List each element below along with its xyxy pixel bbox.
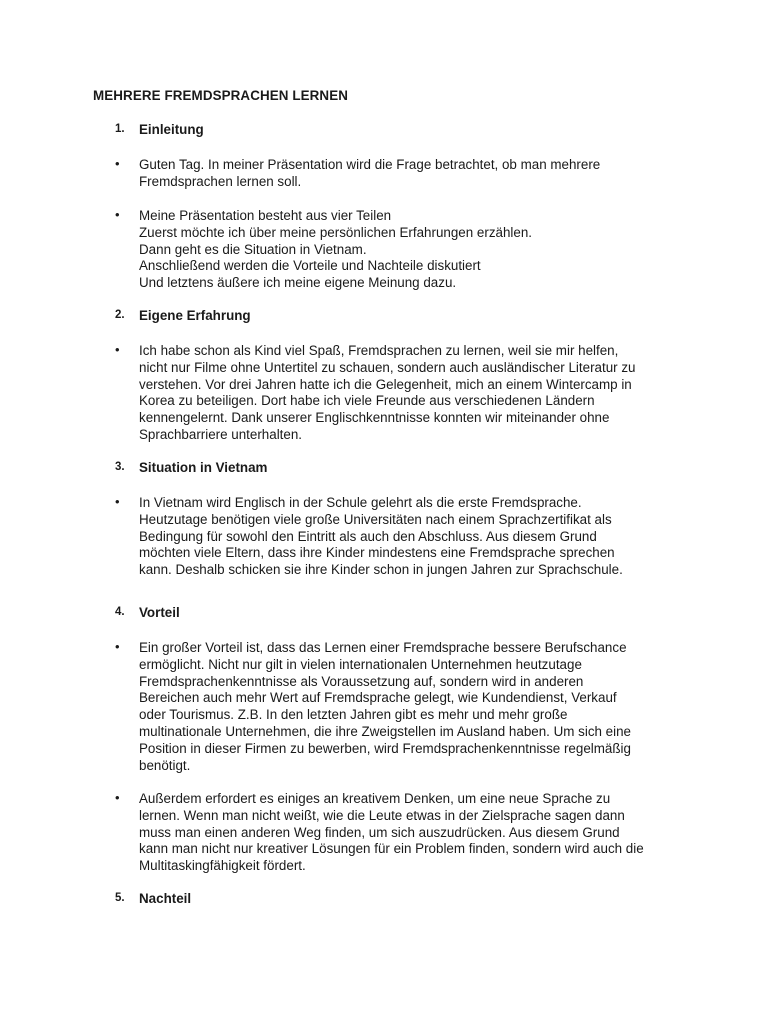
text-line: möchten viele Eltern, dass ihre Kinder mindestens eine Fremdsprache sprechen <box>139 545 615 561</box>
text-line: kennengelernt. Dank unserer Englischkenntnisse konnten wir miteinander ohne <box>139 410 610 426</box>
text-line: muss man einen anderen Weg finden, um sich auszudrücken. Aus diesem Grund <box>139 824 620 840</box>
text-line: Bereichen auch mehr Wert auf Fremdsprache gelegt, wie Kundendienst, Verkauf <box>139 690 617 706</box>
text-line: nicht nur Filme ohne Untertitel zu schauen, sondern auch ausländischer Literatur zu <box>139 359 636 375</box>
paragraph-text <box>139 343 684 444</box>
text-line: Guten Tag. In meiner Präsentation wird die Frage betrachtet, ob man mehrere <box>139 157 601 172</box>
text-line: oder Tourismus. Z.B. In den letzten Jahren gibt es mehr und mehr große <box>139 707 568 723</box>
text-line: ermöglicht. Nicht nur gilt in vielen internationalen Unternehmen heutzutage <box>139 656 582 672</box>
paragraph-text <box>139 208 684 292</box>
text-line: Anschließend werden die Vorteile und Nachteile diskutiert <box>139 258 481 274</box>
text-line: Bedingung für sowohl den Eintritt als auch den Abschluss. Aus diesem Grund <box>139 528 597 544</box>
text-line: Sprachbarriere unterhalten. <box>139 426 303 442</box>
section-number: 1. <box>115 123 125 135</box>
text-line: benötigt. <box>139 757 191 773</box>
section-title: Einleitung <box>139 122 204 137</box>
text-line: Heutzutage benötigen viele große Universitäten nach einem Sprachzertifikat als <box>139 511 612 527</box>
bullet-icon: • <box>115 494 120 509</box>
section-number: 5. <box>115 892 125 904</box>
section-number: 4. <box>115 606 125 618</box>
text-line: multinationale Unternehmen, die ihre Zweigstellen im Ausland haben. Um sich eine <box>139 723 632 739</box>
text-line: Außerdem erfordert es einiges an kreativem Denken, um eine neue Sprache zu <box>139 791 611 806</box>
text-line: lernen. Wenn man nicht weißt, wie die Leute etwas in der Zielsprache sagen dann <box>139 807 625 823</box>
text-line: verstehen. Vor drei Jahren hatte ich die Gelegenheit, mich an einem Wintercamp in <box>139 376 632 392</box>
section-title: Nachteil <box>139 891 192 906</box>
text-line: Korea zu beteiligen. Dort habe ich viele Freunde aus verschiedenen Ländern <box>139 393 595 409</box>
section-number: 2. <box>115 309 125 321</box>
text-line: Multitaskingfähigkeit fördert. <box>139 858 306 874</box>
section-title: Vorteil <box>139 605 180 620</box>
section-number: 3. <box>115 461 125 473</box>
text-line: Ich habe schon als Kind viel Spaß, Fremdsprachen zu lernen, weil sie mir helfen, <box>139 343 619 358</box>
paragraph-text <box>139 495 684 579</box>
paragraph-text <box>139 640 684 774</box>
text-line: Meine Präsentation besteht aus vier Teilen <box>139 208 392 223</box>
text-line: kann man nicht nur kreativer Lösungen für ein Problem finden, sondern wird auch die <box>139 841 644 857</box>
bullet-icon: • <box>115 207 120 222</box>
text-line: Fremdsprachenkenntnisse als Voraussetzung auf, sondern wird in anderen <box>139 673 584 689</box>
paragraph-text <box>139 157 684 191</box>
bullet-icon: • <box>115 156 120 171</box>
text-line: Und letztens äußere ich meine eigene Meinung dazu. <box>139 275 457 291</box>
section-title: Situation in Vietnam <box>139 460 268 475</box>
text-line: Dann geht es die Situation in Vietnam. <box>139 241 367 257</box>
text-line: Position in dieser Firmen zu bewerben, wird Fremdsprachenkenntnisse regelmäßig <box>139 740 631 756</box>
section-title: Eigene Erfahrung <box>139 308 251 323</box>
text-line: In Vietnam wird Englisch in der Schule gelehrt als die erste Fremdsprache. <box>139 495 582 510</box>
document-title: MEHRERE FREMDSPRACHEN LERNEN <box>93 88 349 103</box>
text-line: Zuerst möchte ich über meine persönlichen Erfahrungen erzählen. <box>139 224 533 240</box>
paragraph-text <box>139 791 684 875</box>
bullet-icon: • <box>115 342 120 357</box>
text-line: Fremdsprachen lernen soll. <box>139 173 302 189</box>
text-line: kann. Deshalb schicken sie ihre Kinder schon in jungen Jahren zur Sprachschule. <box>139 562 623 578</box>
bullet-icon: • <box>115 639 120 654</box>
bullet-icon: • <box>115 790 120 805</box>
text-line: Ein großer Vorteil ist, dass das Lernen einer Fremdsprache bessere Berufschance <box>139 640 627 655</box>
